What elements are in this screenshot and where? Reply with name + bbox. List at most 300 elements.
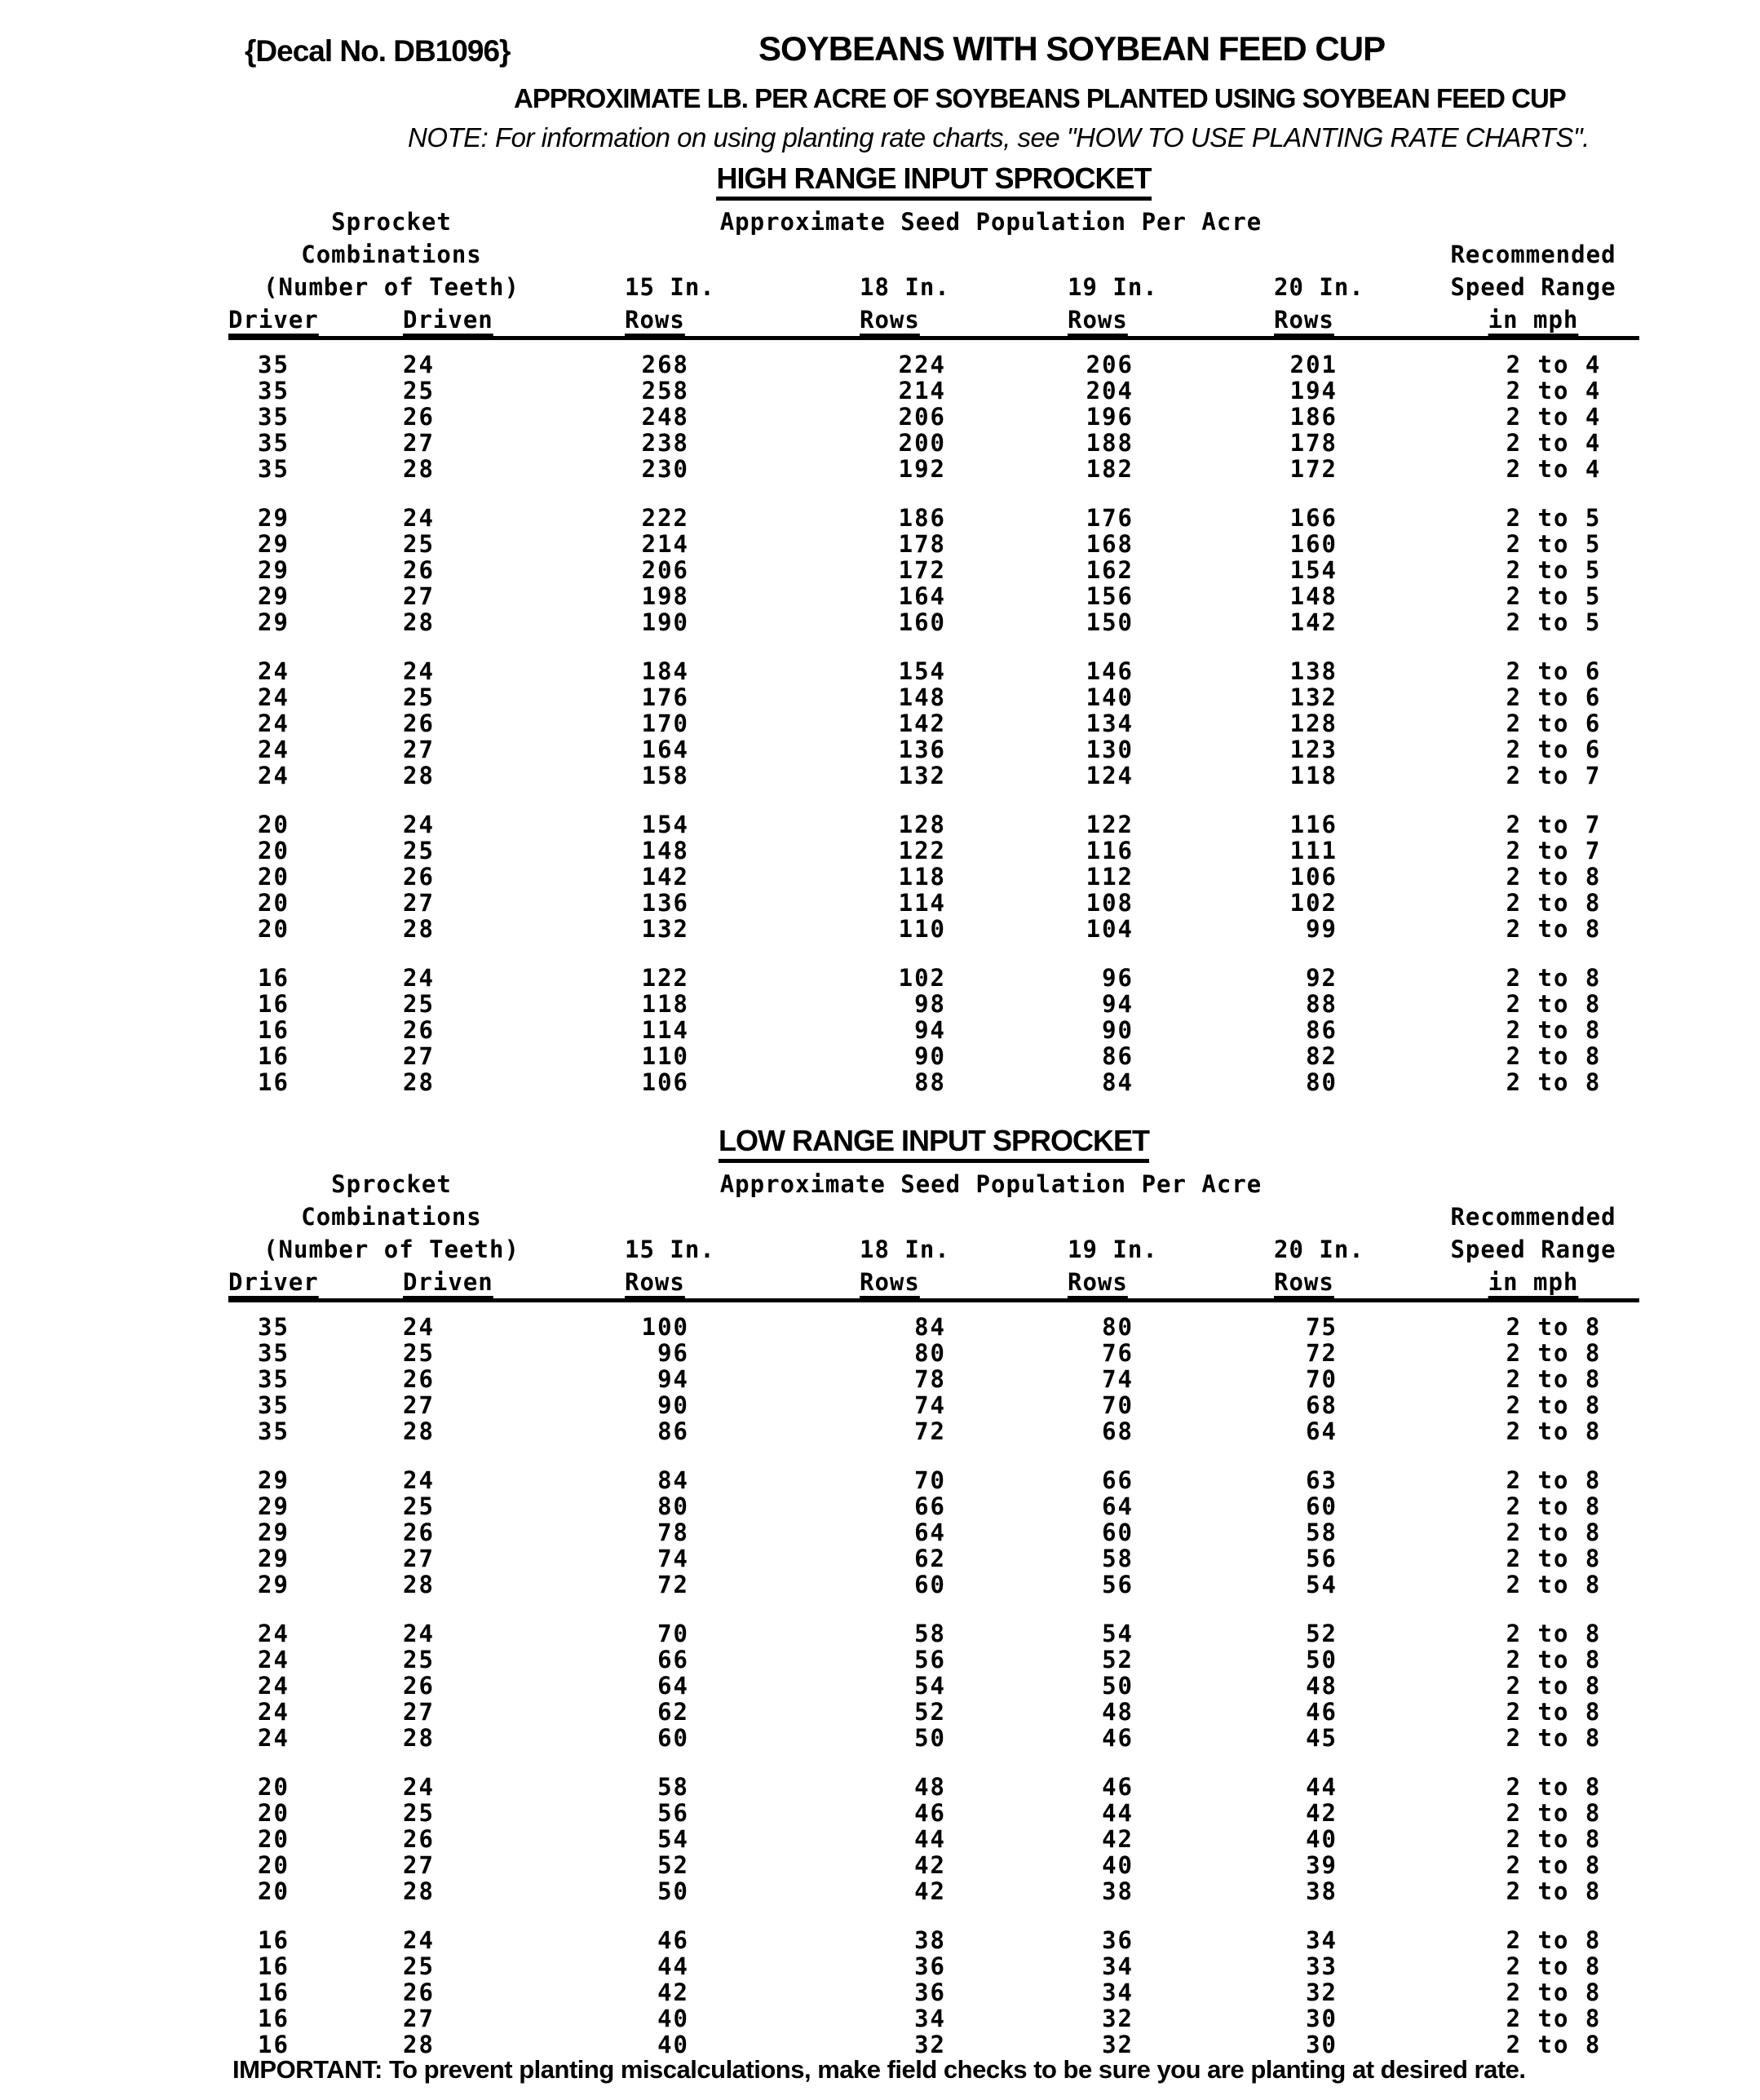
table-cell: 201 bbox=[1289, 351, 1338, 378]
table-cell: 238 bbox=[641, 429, 689, 457]
table-cell: 88 bbox=[914, 1068, 946, 1096]
table-cell: 27 bbox=[403, 429, 435, 457]
table-cell: 20 bbox=[258, 863, 290, 891]
table-cell: 186 bbox=[1289, 403, 1338, 431]
table-cell: 25 bbox=[403, 837, 435, 864]
table-cell: 25 bbox=[403, 1952, 435, 1980]
table-cell: 35 bbox=[258, 403, 290, 431]
table-row bbox=[228, 2005, 1639, 2031]
table-cell: 2 to 8 bbox=[1506, 1773, 1602, 1801]
col-15in-label: 15 In. bbox=[625, 1236, 715, 1263]
table-cell: 50 bbox=[657, 1877, 689, 1905]
header-row-4 bbox=[228, 303, 1639, 340]
table-cell: 94 bbox=[1102, 990, 1134, 1018]
table-cell: 2 to 8 bbox=[1506, 1724, 1602, 1752]
table-row bbox=[228, 378, 1639, 404]
table-cell: 62 bbox=[914, 1545, 946, 1572]
table-cell: 24 bbox=[258, 762, 290, 789]
table-cell: 25 bbox=[403, 377, 435, 405]
table-cell: 154 bbox=[1289, 556, 1338, 584]
table-cell: 182 bbox=[1086, 455, 1134, 483]
low-range-section bbox=[228, 1124, 1639, 2080]
table-cell: 106 bbox=[1289, 863, 1338, 891]
table-cell: 42 bbox=[914, 1877, 946, 1905]
table-cell: 24 bbox=[403, 1620, 435, 1647]
table-cell: 46 bbox=[1306, 1698, 1338, 1726]
sprocket-row-group bbox=[228, 1774, 1639, 1904]
important-note: IMPORTANT: To prevent planting miscalculations, make field checks to be sure you are planting at desired rate. bbox=[232, 2055, 1526, 2084]
table-cell: 172 bbox=[898, 556, 946, 584]
col-19in-label: 19 In. bbox=[1068, 273, 1158, 301]
table-cell: 2 to 8 bbox=[1506, 964, 1602, 992]
table-cell: 28 bbox=[403, 762, 435, 789]
table-row bbox=[228, 404, 1639, 430]
table-cell: 56 bbox=[1306, 1545, 1338, 1572]
table-cell: 2 to 7 bbox=[1506, 811, 1602, 838]
table-cell: 40 bbox=[657, 2031, 689, 2058]
table-cell: 74 bbox=[1102, 1365, 1134, 1393]
table-cell: 58 bbox=[1306, 1519, 1338, 1546]
table-cell: 29 bbox=[258, 1545, 290, 1572]
table-cell: 64 bbox=[914, 1519, 946, 1546]
table-cell: 136 bbox=[898, 736, 946, 763]
table-cell: 26 bbox=[403, 403, 435, 431]
table-cell: 27 bbox=[403, 736, 435, 763]
table-cell: 48 bbox=[1102, 1698, 1134, 1726]
table-cell: 24 bbox=[258, 1672, 290, 1700]
table-cell: 20 bbox=[258, 837, 290, 864]
table-cell: 2 to 4 bbox=[1506, 377, 1602, 405]
table-cell: 2 to 8 bbox=[1506, 1926, 1602, 1954]
table-cell: 2 to 8 bbox=[1506, 1571, 1602, 1598]
table-cell: 70 bbox=[914, 1466, 946, 1494]
table-cell: 24 bbox=[403, 1773, 435, 1801]
table-row bbox=[228, 811, 1639, 838]
table-row bbox=[228, 1545, 1639, 1572]
table-cell: 29 bbox=[258, 1519, 290, 1546]
table-row bbox=[228, 1572, 1639, 1598]
table-cell: 24 bbox=[403, 657, 435, 685]
table-cell: 142 bbox=[1289, 608, 1338, 636]
table-row bbox=[228, 916, 1639, 942]
table-cell: 148 bbox=[898, 683, 946, 711]
header-row-1 bbox=[228, 1168, 1639, 1200]
table-cell: 24 bbox=[258, 1724, 290, 1752]
table-cell: 100 bbox=[641, 1313, 689, 1341]
table-cell: 204 bbox=[1086, 377, 1134, 405]
table-cell: 40 bbox=[1102, 1851, 1134, 1879]
table-cell: 138 bbox=[1289, 657, 1338, 685]
table-cell: 2 to 5 bbox=[1506, 608, 1602, 636]
table-cell: 26 bbox=[403, 1365, 435, 1393]
col-18in-label: 18 In. bbox=[860, 273, 950, 301]
table-cell: 176 bbox=[641, 683, 689, 711]
table-cell: 184 bbox=[641, 657, 689, 685]
table-cell: 118 bbox=[1289, 762, 1338, 789]
table-cell: 20 bbox=[258, 1825, 290, 1853]
table-cell: 54 bbox=[657, 1825, 689, 1853]
table-cell: 50 bbox=[1306, 1646, 1338, 1673]
table-row bbox=[228, 1340, 1639, 1366]
table-cell: 16 bbox=[258, 990, 290, 1018]
seed-population-title: Approximate Seed Population Per Acre bbox=[719, 1170, 1263, 1198]
table-cell: 75 bbox=[1306, 1313, 1338, 1341]
table-cell: 24 bbox=[403, 504, 435, 532]
table-cell: 84 bbox=[1102, 1068, 1134, 1096]
table-cell: 20 bbox=[258, 1851, 290, 1879]
table-cell: 24 bbox=[403, 964, 435, 992]
table-row bbox=[228, 1392, 1639, 1418]
table-cell: 24 bbox=[403, 1926, 435, 1954]
table-cell: 86 bbox=[657, 1417, 689, 1445]
table-cell: 60 bbox=[914, 1571, 946, 1598]
table-row bbox=[228, 1519, 1639, 1545]
table-cell: 52 bbox=[1306, 1620, 1338, 1647]
table-cell: 35 bbox=[258, 377, 290, 405]
table-cell: 196 bbox=[1086, 403, 1134, 431]
table-cell: 27 bbox=[403, 1545, 435, 1572]
header-row-2 bbox=[228, 238, 1639, 271]
table-cell: 28 bbox=[403, 1724, 435, 1752]
table-cell: 42 bbox=[657, 1978, 689, 2006]
table-cell: 29 bbox=[258, 608, 290, 636]
table-cell: 2 to 8 bbox=[1506, 1877, 1602, 1905]
table-cell: 58 bbox=[657, 1773, 689, 1801]
table-cell: 2 to 8 bbox=[1506, 1391, 1602, 1419]
table-cell: 158 bbox=[641, 762, 689, 789]
table-cell: 34 bbox=[914, 2005, 946, 2032]
high-range-table-header bbox=[228, 206, 1639, 340]
table-cell: 2 to 5 bbox=[1506, 582, 1602, 610]
table-cell: 99 bbox=[1306, 915, 1338, 943]
low-range-heading bbox=[228, 1124, 1639, 1158]
table-cell: 2 to 8 bbox=[1506, 990, 1602, 1018]
col-15in-label: 15 In. bbox=[625, 273, 715, 301]
sprocket-row-group bbox=[228, 351, 1639, 482]
in-mph-label: in mph bbox=[1488, 306, 1579, 334]
table-cell: 132 bbox=[1289, 683, 1338, 711]
driven-label: Driven bbox=[403, 306, 493, 334]
table-cell: 98 bbox=[914, 990, 946, 1018]
table-cell: 116 bbox=[1289, 811, 1338, 838]
table-cell: 16 bbox=[258, 1926, 290, 1954]
table-cell: 48 bbox=[1306, 1672, 1338, 1700]
table-cell: 26 bbox=[403, 710, 435, 737]
table-cell: 140 bbox=[1086, 683, 1134, 711]
table-row bbox=[228, 763, 1639, 789]
table-cell: 102 bbox=[898, 964, 946, 992]
spacer bbox=[1427, 206, 1639, 238]
table-cell: 2 to 8 bbox=[1506, 1978, 1602, 2006]
table-cell: 2 to 4 bbox=[1506, 455, 1602, 483]
table-cell: 214 bbox=[898, 377, 946, 405]
table-cell: 20 bbox=[258, 1799, 290, 1827]
table-cell: 16 bbox=[258, 1016, 290, 1044]
table-cell: 172 bbox=[1289, 455, 1338, 483]
table-cell: 96 bbox=[657, 1339, 689, 1367]
table-cell: 27 bbox=[403, 1042, 435, 1070]
table-cell: 92 bbox=[1306, 964, 1338, 992]
low-range-table-body bbox=[228, 1314, 1639, 2058]
table-cell: 39 bbox=[1306, 1851, 1338, 1879]
table-cell: 90 bbox=[914, 1042, 946, 1070]
table-cell: 186 bbox=[898, 504, 946, 532]
low-range-heading-text: LOW RANGE INPUT SPROCKET bbox=[719, 1124, 1149, 1163]
high-range-heading-text: HIGH RANGE INPUT SPROCKET bbox=[716, 161, 1151, 201]
table-cell: 25 bbox=[403, 1492, 435, 1520]
table-cell: 52 bbox=[657, 1851, 689, 1879]
table-row bbox=[228, 890, 1639, 916]
table-cell: 25 bbox=[403, 1799, 435, 1827]
table-cell: 50 bbox=[1102, 1672, 1134, 1700]
table-cell: 24 bbox=[258, 1646, 290, 1673]
spacer bbox=[555, 1200, 1427, 1233]
table-cell: 68 bbox=[1306, 1391, 1338, 1419]
table-row bbox=[228, 838, 1639, 864]
table-row bbox=[228, 1878, 1639, 1904]
table-cell: 40 bbox=[1306, 1825, 1338, 1853]
table-cell: 29 bbox=[258, 1466, 290, 1494]
table-cell: 29 bbox=[258, 530, 290, 558]
table-cell: 26 bbox=[403, 1978, 435, 2006]
sprocket-row-group bbox=[228, 1927, 1639, 2058]
table-cell: 2 to 8 bbox=[1506, 1042, 1602, 1070]
table-row bbox=[228, 430, 1639, 456]
table-cell: 206 bbox=[641, 556, 689, 584]
table-cell: 122 bbox=[641, 964, 689, 992]
table-cell: 68 bbox=[1102, 1417, 1134, 1445]
table-cell: 25 bbox=[403, 683, 435, 711]
table-cell: 102 bbox=[1289, 889, 1338, 917]
table-cell: 64 bbox=[657, 1672, 689, 1700]
table-cell: 26 bbox=[403, 1016, 435, 1044]
table-cell: 26 bbox=[403, 1672, 435, 1700]
table-cell: 28 bbox=[403, 1571, 435, 1598]
sprocket-combinations-label: Sprocket bbox=[331, 208, 452, 236]
table-cell: 16 bbox=[258, 1952, 290, 1980]
table-cell: 25 bbox=[403, 1646, 435, 1673]
table-row bbox=[228, 1620, 1639, 1647]
table-cell: 94 bbox=[914, 1016, 946, 1044]
table-cell: 104 bbox=[1086, 915, 1134, 943]
table-cell: 46 bbox=[657, 1926, 689, 1954]
table-cell: 94 bbox=[657, 1365, 689, 1393]
table-cell: 80 bbox=[1102, 1313, 1134, 1341]
table-cell: 70 bbox=[1102, 1391, 1134, 1419]
table-cell: 80 bbox=[1306, 1068, 1338, 1096]
table-cell: 24 bbox=[403, 811, 435, 838]
table-cell: 16 bbox=[258, 1042, 290, 1070]
table-cell: 2 to 8 bbox=[1506, 1952, 1602, 1980]
table-cell: 70 bbox=[1306, 1365, 1338, 1393]
table-row bbox=[228, 609, 1639, 635]
table-cell: 44 bbox=[657, 1952, 689, 1980]
table-cell: 35 bbox=[258, 429, 290, 457]
table-cell: 106 bbox=[641, 1068, 689, 1096]
table-row bbox=[228, 456, 1639, 482]
table-row bbox=[228, 351, 1639, 378]
table-cell: 64 bbox=[1306, 1417, 1338, 1445]
spacer bbox=[1427, 1168, 1639, 1200]
table-cell: 24 bbox=[258, 710, 290, 737]
table-cell: 70 bbox=[657, 1620, 689, 1647]
table-cell: 123 bbox=[1289, 736, 1338, 763]
table-cell: 66 bbox=[657, 1646, 689, 1673]
decal-number: {Decal No. DB1096} bbox=[245, 34, 511, 68]
table-cell: 192 bbox=[898, 455, 946, 483]
table-cell: 27 bbox=[403, 1698, 435, 1726]
table-cell: 35 bbox=[258, 1365, 290, 1393]
table-row bbox=[228, 1069, 1639, 1095]
table-cell: 2 to 4 bbox=[1506, 429, 1602, 457]
sprocket-row-group bbox=[228, 811, 1639, 942]
sprocket-row-group bbox=[228, 1467, 1639, 1598]
table-row bbox=[228, 1647, 1639, 1673]
table-cell: 27 bbox=[403, 889, 435, 917]
table-cell: 2 to 5 bbox=[1506, 504, 1602, 532]
table-cell: 166 bbox=[1289, 504, 1338, 532]
table-cell: 2 to 6 bbox=[1506, 657, 1602, 685]
table-cell: 26 bbox=[403, 1519, 435, 1546]
high-range-section bbox=[228, 161, 1639, 1118]
table-row bbox=[228, 1953, 1639, 1979]
table-cell: 42 bbox=[1306, 1799, 1338, 1827]
table-cell: 114 bbox=[898, 889, 946, 917]
table-cell: 74 bbox=[914, 1391, 946, 1419]
table-cell: 2 to 8 bbox=[1506, 1646, 1602, 1673]
table-cell: 2 to 8 bbox=[1506, 1698, 1602, 1726]
table-cell: 2 to 8 bbox=[1506, 2031, 1602, 2058]
table-cell: 35 bbox=[258, 1391, 290, 1419]
sprocket-row-group bbox=[228, 1620, 1639, 1751]
table-cell: 2 to 8 bbox=[1506, 1519, 1602, 1546]
table-cell: 162 bbox=[1086, 556, 1134, 584]
table-row bbox=[228, 991, 1639, 1017]
table-cell: 20 bbox=[258, 811, 290, 838]
table-cell: 110 bbox=[641, 1042, 689, 1070]
speed-range-label: Speed Range bbox=[1450, 1236, 1616, 1263]
table-cell: 35 bbox=[258, 351, 290, 378]
table-cell: 128 bbox=[898, 811, 946, 838]
table-cell: 164 bbox=[641, 736, 689, 763]
speed-range-label: Speed Range bbox=[1450, 273, 1616, 301]
table-cell: 194 bbox=[1289, 377, 1338, 405]
table-cell: 86 bbox=[1306, 1016, 1338, 1044]
sprocket-row-group bbox=[228, 1314, 1639, 1444]
table-cell: 130 bbox=[1086, 736, 1134, 763]
table-cell: 128 bbox=[1289, 710, 1338, 737]
table-cell: 2 to 8 bbox=[1506, 1620, 1602, 1647]
table-cell: 2 to 7 bbox=[1506, 837, 1602, 864]
table-cell: 56 bbox=[1102, 1571, 1134, 1598]
table-cell: 24 bbox=[258, 657, 290, 685]
table-row bbox=[228, 710, 1639, 736]
table-cell: 42 bbox=[1102, 1825, 1134, 1853]
table-cell: 2 to 8 bbox=[1506, 915, 1602, 943]
table-cell: 198 bbox=[641, 582, 689, 610]
header-row-3 bbox=[228, 271, 1639, 303]
table-cell: 122 bbox=[898, 837, 946, 864]
table-cell: 2 to 8 bbox=[1506, 2005, 1602, 2032]
number-of-teeth-label: (Number of Teeth) bbox=[263, 1236, 520, 1263]
table-cell: 28 bbox=[403, 915, 435, 943]
table-cell: 132 bbox=[641, 915, 689, 943]
number-of-teeth-label: (Number of Teeth) bbox=[263, 273, 520, 301]
table-cell: 25 bbox=[403, 1339, 435, 1367]
col-20in-label: 20 In. bbox=[1274, 273, 1364, 301]
sprocket-row-group bbox=[228, 505, 1639, 635]
table-cell: 2 to 8 bbox=[1506, 1339, 1602, 1367]
table-cell: 88 bbox=[1306, 990, 1338, 1018]
table-cell: 52 bbox=[914, 1698, 946, 1726]
table-cell: 78 bbox=[657, 1519, 689, 1546]
table-cell: 111 bbox=[1289, 837, 1338, 864]
table-cell: 60 bbox=[1306, 1492, 1338, 1520]
sprocket-combinations-label: Combinations bbox=[301, 1203, 482, 1231]
table-cell: 2 to 8 bbox=[1506, 863, 1602, 891]
table-row bbox=[228, 1017, 1639, 1043]
table-cell: 258 bbox=[641, 377, 689, 405]
table-cell: 230 bbox=[641, 455, 689, 483]
table-cell: 35 bbox=[258, 1313, 290, 1341]
table-cell: 206 bbox=[1086, 351, 1134, 378]
table-cell: 35 bbox=[258, 1417, 290, 1445]
table-cell: 27 bbox=[403, 582, 435, 610]
table-row bbox=[228, 505, 1639, 531]
table-cell: 200 bbox=[898, 429, 946, 457]
page-subtitle: APPROXIMATE LB. PER ACRE OF SOYBEANS PLANTED USING SOYBEAN FEED CUP bbox=[514, 83, 1566, 113]
high-range-table-body bbox=[228, 351, 1639, 1095]
rows-label: Rows bbox=[860, 306, 920, 334]
table-cell: 28 bbox=[403, 1417, 435, 1445]
table-cell: 32 bbox=[1102, 2031, 1134, 2058]
table-cell: 20 bbox=[258, 1773, 290, 1801]
table-cell: 110 bbox=[898, 915, 946, 943]
table-cell: 60 bbox=[1102, 1519, 1134, 1546]
table-row bbox=[228, 1043, 1639, 1069]
table-cell: 154 bbox=[641, 811, 689, 838]
driver-label: Driver bbox=[228, 306, 319, 334]
table-cell: 78 bbox=[914, 1365, 946, 1393]
table-cell: 27 bbox=[403, 2005, 435, 2032]
table-cell: 54 bbox=[914, 1672, 946, 1700]
table-cell: 108 bbox=[1086, 889, 1134, 917]
table-row bbox=[228, 1699, 1639, 1725]
table-cell: 2 to 6 bbox=[1506, 683, 1602, 711]
recommended-label: Recommended bbox=[1450, 241, 1616, 268]
table-cell: 32 bbox=[914, 2031, 946, 2058]
table-cell: 38 bbox=[914, 1926, 946, 1954]
table-cell: 90 bbox=[1102, 1016, 1134, 1044]
table-cell: 84 bbox=[657, 1466, 689, 1494]
page-title: SOYBEANS WITH SOYBEAN FEED CUP bbox=[758, 29, 1386, 68]
table-row bbox=[228, 965, 1639, 991]
table-cell: 36 bbox=[914, 1978, 946, 2006]
driven-label: Driven bbox=[403, 1268, 493, 1296]
table-cell: 2 to 4 bbox=[1506, 351, 1602, 378]
table-cell: 42 bbox=[914, 1851, 946, 1879]
table-cell: 64 bbox=[1102, 1492, 1134, 1520]
table-cell: 40 bbox=[657, 2005, 689, 2032]
table-cell: 27 bbox=[403, 1391, 435, 1419]
table-cell: 56 bbox=[914, 1646, 946, 1673]
spacer bbox=[555, 238, 1427, 271]
table-cell: 27 bbox=[403, 1851, 435, 1879]
table-cell: 2 to 7 bbox=[1506, 762, 1602, 789]
table-cell: 26 bbox=[403, 1825, 435, 1853]
table-cell: 2 to 8 bbox=[1506, 1016, 1602, 1044]
table-cell: 46 bbox=[914, 1799, 946, 1827]
